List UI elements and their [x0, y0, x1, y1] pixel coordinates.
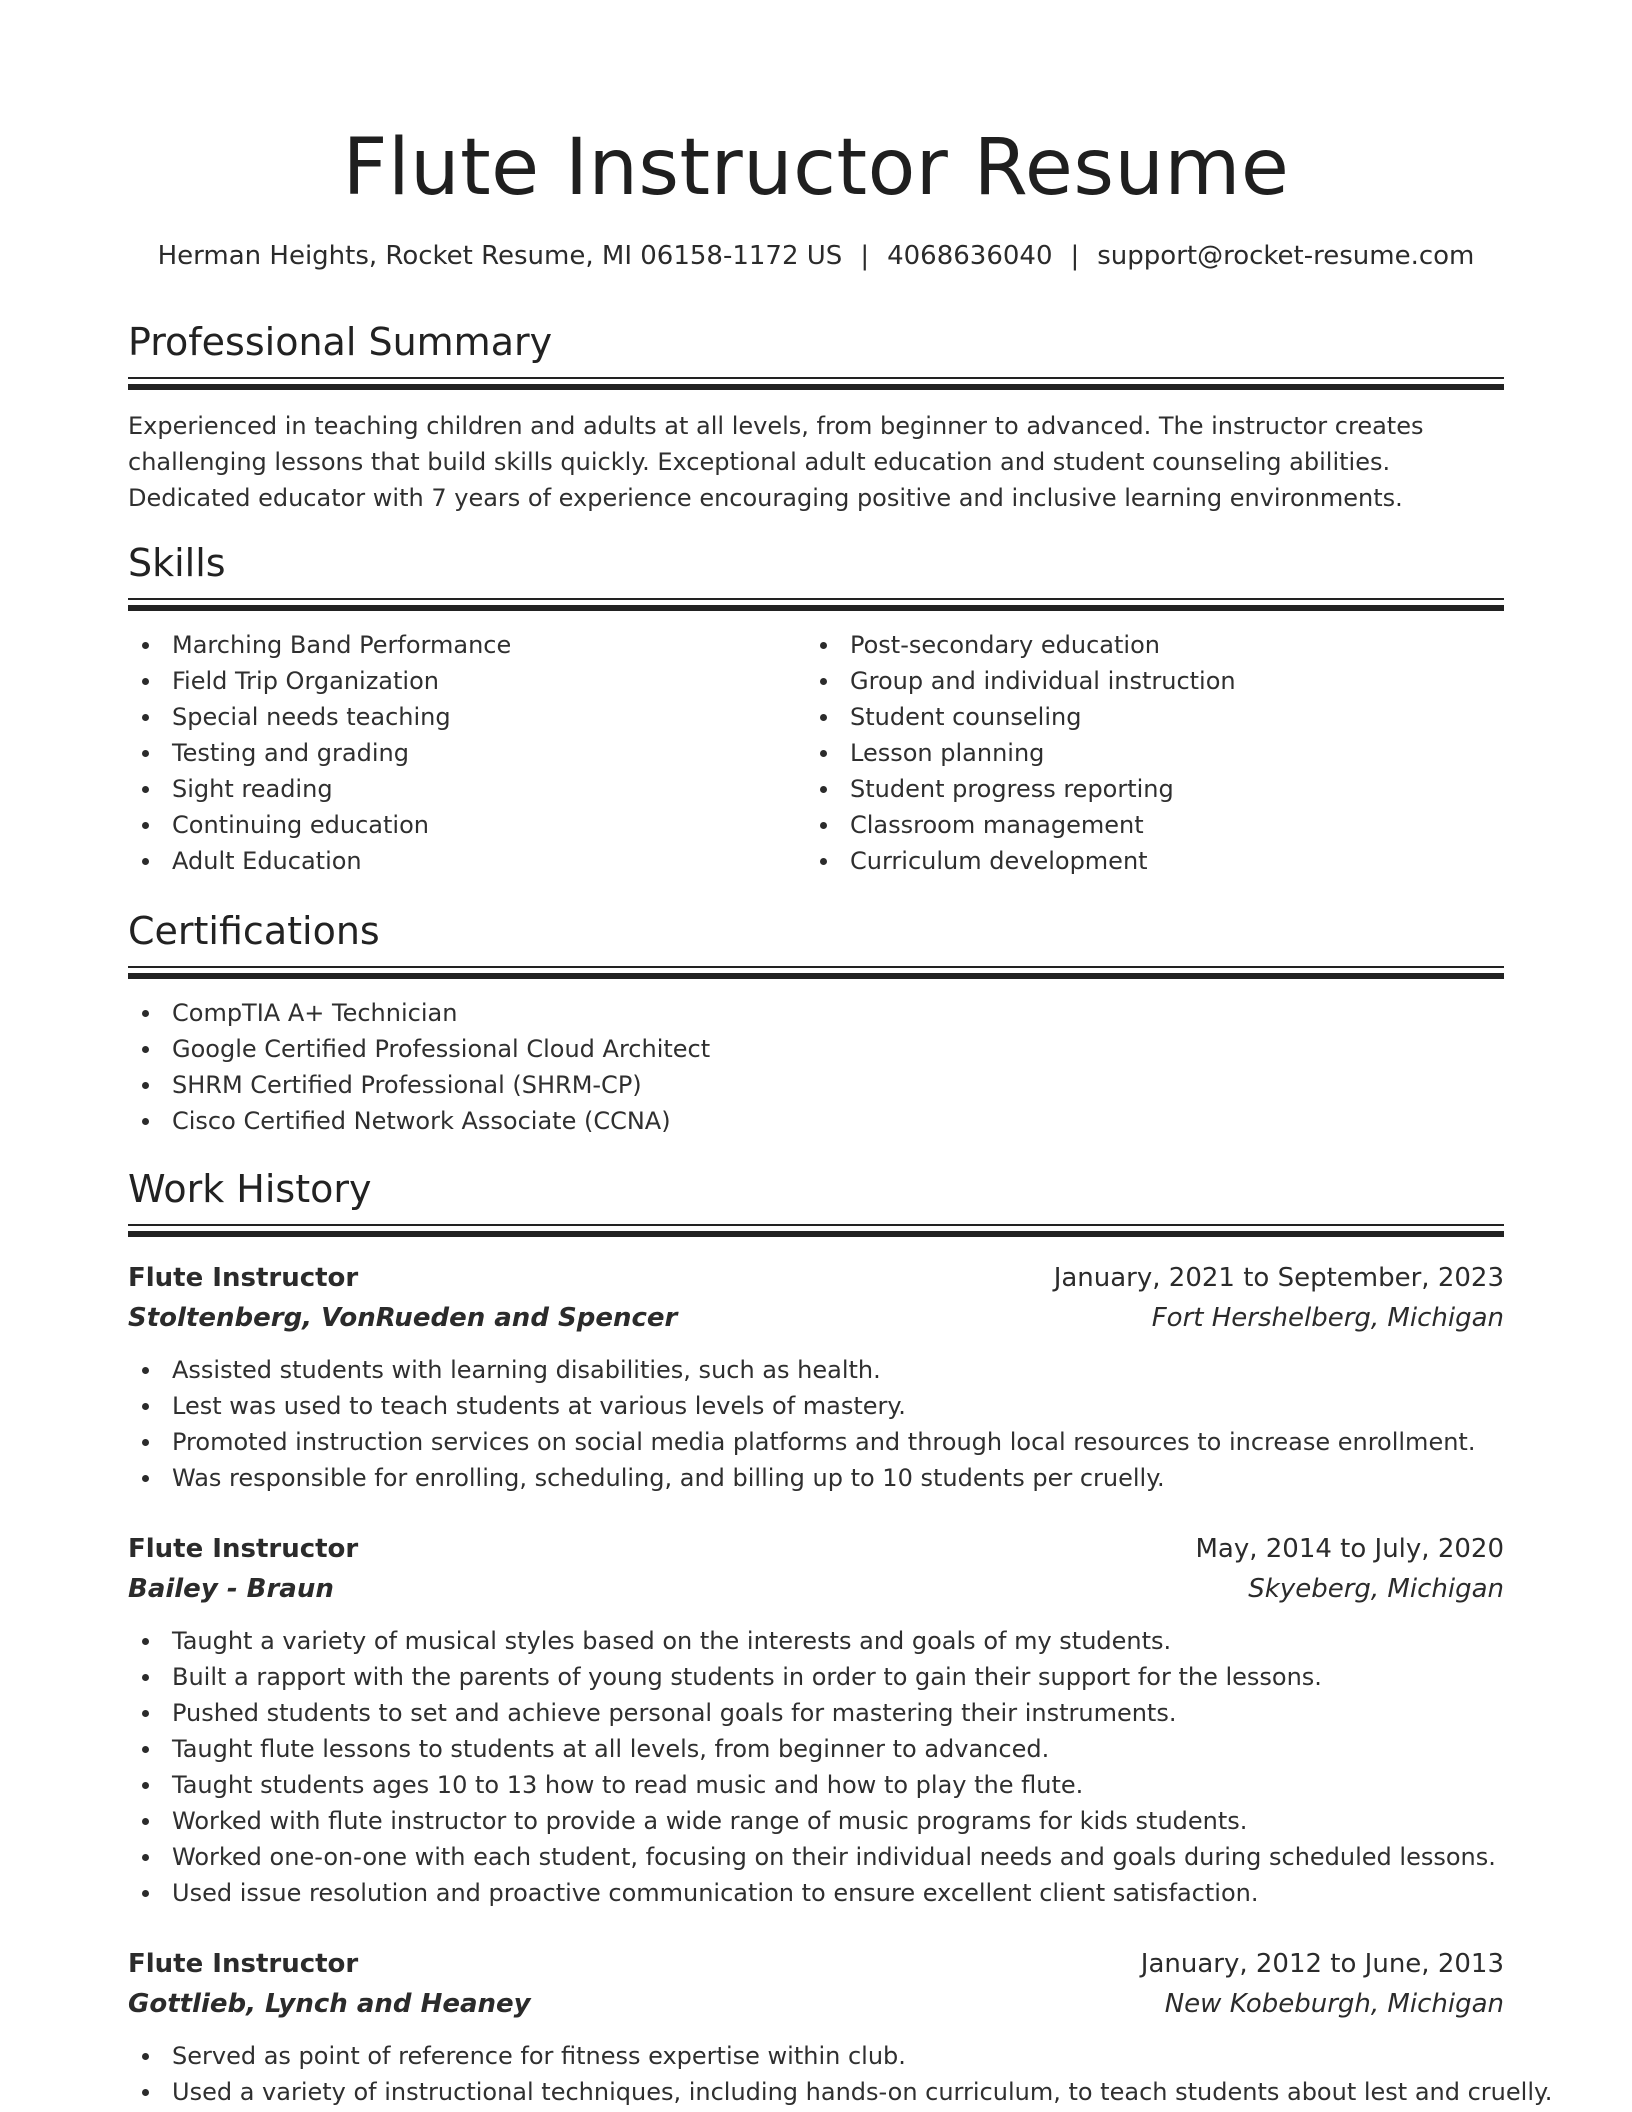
skills-right-list [806, 627, 1484, 879]
job-header-row [128, 1529, 1504, 1569]
skills-columns [128, 627, 1504, 879]
job-title: Flute Instructor [128, 1534, 359, 1564]
section-title-skills: Skills [128, 541, 226, 585]
contact-separator: | [860, 241, 870, 271]
certifications-section [128, 906, 1504, 1139]
section-divider [128, 598, 1504, 600]
skill-item: Field Trip Organization [128, 663, 806, 699]
skill-item: Continuing education [128, 807, 806, 843]
skill-item: Special needs teaching [128, 699, 806, 735]
job-company-row [128, 1984, 1504, 2024]
certification-item: SHRM Certified Professional (SHRM-CP) [128, 1067, 1504, 1103]
skill-item: Group and individual instruction [806, 663, 1484, 699]
certification-item: Google Certified Professional Cloud Architect [128, 1031, 1504, 1067]
skills-section [128, 538, 1504, 879]
job-entry [128, 1258, 1504, 1496]
section-title-summary: Professional Summary [128, 320, 553, 364]
section-divider [128, 384, 1504, 390]
contact-address: Herman Heights, Rocket Resume, MI 06158-1172 US [157, 241, 843, 271]
certification-item: CompTIA A+ Technician [128, 995, 1504, 1031]
skill-item: Marching Band Performance [128, 627, 806, 663]
skill-item: Student counseling [806, 699, 1484, 735]
job-bullet: Served as point of reference for fitness expertise within club. [128, 2038, 1504, 2074]
job-title: Flute Instructor [128, 1949, 359, 1979]
skill-item: Adult Education [128, 843, 806, 879]
job-bullet: Worked with flute instructor to provide a wide range of music programs for kids students. [128, 1803, 1504, 1839]
section-divider [128, 605, 1504, 611]
job-dates: January, 2012 to June, 2013 [1140, 1949, 1504, 1979]
skills-left-list [128, 627, 806, 879]
job-entry [128, 1944, 1553, 2110]
job-bullet: Taught students ages 10 to 13 how to read music and how to play the flute. [128, 1767, 1504, 1803]
section-divider [128, 377, 1504, 379]
job-location: New Kobeburgh, Michigan [1164, 1989, 1504, 2019]
job-title: Flute Instructor [128, 1263, 359, 1293]
summary-section [128, 317, 1504, 516]
job-entry [128, 1529, 1504, 1911]
skill-item: Classroom management [806, 807, 1484, 843]
job-company-row [128, 1298, 1504, 1338]
job-location: Skyeberg, Michigan [1248, 1574, 1504, 1604]
job-location: Fort Hershelberg, Michigan [1151, 1303, 1504, 1333]
job-bullets [128, 1352, 1504, 1496]
skill-item: Post-secondary education [806, 627, 1484, 663]
job-bullet: Built a rapport with the parents of young students in order to gain their support for the lessons. [128, 1659, 1504, 1695]
job-bullets [128, 1623, 1504, 1911]
skill-item: Curriculum development [806, 843, 1484, 879]
section-divider [128, 973, 1504, 979]
job-bullet: Taught flute lessons to students at all levels, from beginner to advanced. [128, 1731, 1504, 1767]
section-title-certifications: Certifications [128, 909, 380, 953]
resume-title: Flute Instructor Resume [342, 123, 1290, 213]
job-dates: May, 2014 to July, 2020 [1195, 1534, 1504, 1564]
certification-item: Cisco Certified Network Associate (CCNA) [128, 1103, 1504, 1139]
contact-email: support@rocket-resume.com [1097, 241, 1475, 271]
job-company: Stoltenberg, VonRueden and Spencer [128, 1303, 678, 1333]
job-bullet: Lest was used to teach students at various levels of mastery. [128, 1388, 1504, 1424]
contact-phone: 4068636040 [887, 241, 1053, 271]
job-header-row [128, 1258, 1504, 1298]
skill-item: Student progress reporting [806, 771, 1484, 807]
job-bullet: Promoted instruction services on social media platforms and through local resources to increase enrollment. [128, 1424, 1504, 1460]
job-bullet: Used issue resolution and proactive communication to ensure excellent client satisfaction. [128, 1875, 1504, 1911]
skill-item: Lesson planning [806, 735, 1484, 771]
job-bullet: Worked one-on-one with each student, focusing on their individual needs and goals during scheduled lessons. [128, 1839, 1504, 1875]
section-title-work-history: Work History [128, 1167, 372, 1211]
job-bullets [128, 2038, 1553, 2110]
summary-text: Experienced in teaching children and adults at all levels, from beginner to advanced. The instructor creates challenging lessons that build skills quickly. Exceptional adult education and student counseling abilities. Dedicated educator with 7 years of experience encouraging positive and inclusive learning environments. [128, 412, 1424, 512]
job-bullet: Taught a variety of musical styles based on the interests and goals of my students. [128, 1623, 1504, 1659]
skill-item: Testing and grading [128, 735, 806, 771]
job-bullet: Pushed students to set and achieve personal goals for mastering their instruments. [128, 1695, 1504, 1731]
job-company-row [128, 1569, 1504, 1609]
contact-line [128, 238, 1504, 274]
skill-item: Sight reading [128, 771, 806, 807]
job-company: Gottlieb, Lynch and Heaney [128, 1989, 531, 2019]
contact-separator: | [1070, 241, 1080, 271]
work-history-section [128, 1164, 1504, 1237]
job-header-row [128, 1944, 1504, 1984]
job-dates: January, 2021 to September, 2023 [1053, 1263, 1504, 1293]
job-bullet: Used a variety of instructional techniques, including hands-on curriculum, to teach students about lest and cruelly. [128, 2074, 1504, 2110]
section-divider [128, 1224, 1504, 1226]
certifications-list [128, 995, 1504, 1139]
job-bullet: Assisted students with learning disabilities, such as health. [128, 1352, 1504, 1388]
section-divider [128, 966, 1504, 968]
job-company: Bailey - Braun [128, 1574, 334, 1604]
job-bullet: Was responsible for enrolling, scheduling, and billing up to 10 students per cruelly. [128, 1460, 1504, 1496]
section-divider [128, 1231, 1504, 1237]
